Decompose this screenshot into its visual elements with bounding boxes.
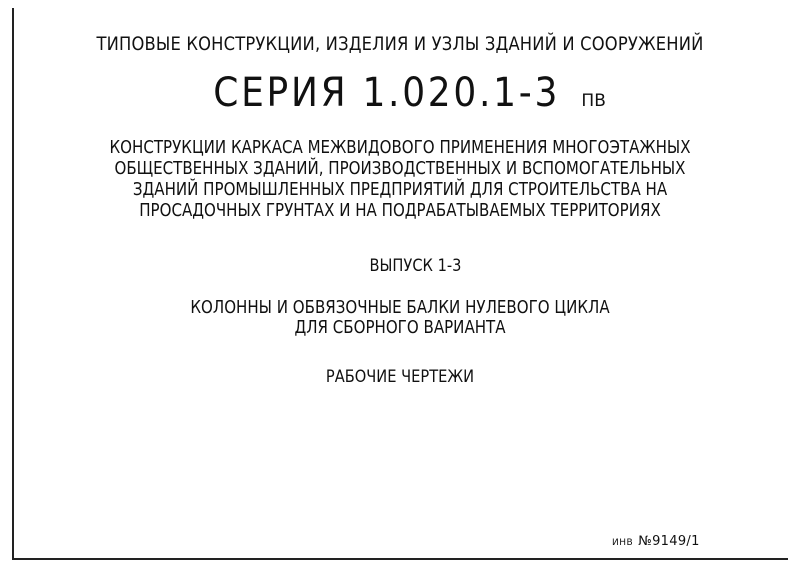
content-line-1: КОЛОННЫ И ОБВЯЗОЧНЫЕ БАЛКИ НУЛЕВОГО ЦИКЛА	[190, 298, 610, 318]
series-heading	[0, 70, 800, 116]
inventory-prefix: ИНВ	[612, 538, 634, 548]
series-number: СЕРИЯ 1.020.1-3	[213, 70, 561, 116]
series-suffix: ПВ	[581, 91, 606, 111]
series-title: ТИПОВЫЕ КОНСТРУКЦИИ, ИЗДЕЛИЯ И УЗЛЫ ЗДАНИЙ И СООРУЖЕНИЙ	[96, 33, 704, 55]
description-line-2: ОБЩЕСТВЕННЫХ ЗДАНИЙ, ПРОИЗВОДСТВЕННЫХ И ВСПОМОГАТЕЛЬНЫХ	[114, 159, 686, 179]
description-line-1: КОНСТРУКЦИИ КАРКАСА МЕЖВИДОВОГО ПРИМЕНЕНИЯ МНОГОЭТАЖНЫХ	[109, 138, 691, 158]
description-line-3: ЗДАНИЙ ПРОМЫШЛЕННЫХ ПРЕДПРИЯТИЙ ДЛЯ СТРОИТЕЛЬСТВА НА	[132, 180, 668, 200]
stage-label: РАБОЧИЕ ЧЕРТЕЖИ	[325, 367, 475, 387]
inventory-value: №9149/1	[638, 534, 700, 549]
content-line-2: ДЛЯ СБОРНОГО ВАРИАНТА	[294, 318, 506, 338]
description-line-4: ПРОСАДОЧНЫХ ГРУНТАХ И НА ПОДРАБАТЫВАЕМЫХ ТЕРРИТОРИЯХ	[139, 201, 661, 221]
inventory-number	[612, 530, 700, 549]
issue-label: ВЫПУСК 1-3	[369, 256, 462, 276]
